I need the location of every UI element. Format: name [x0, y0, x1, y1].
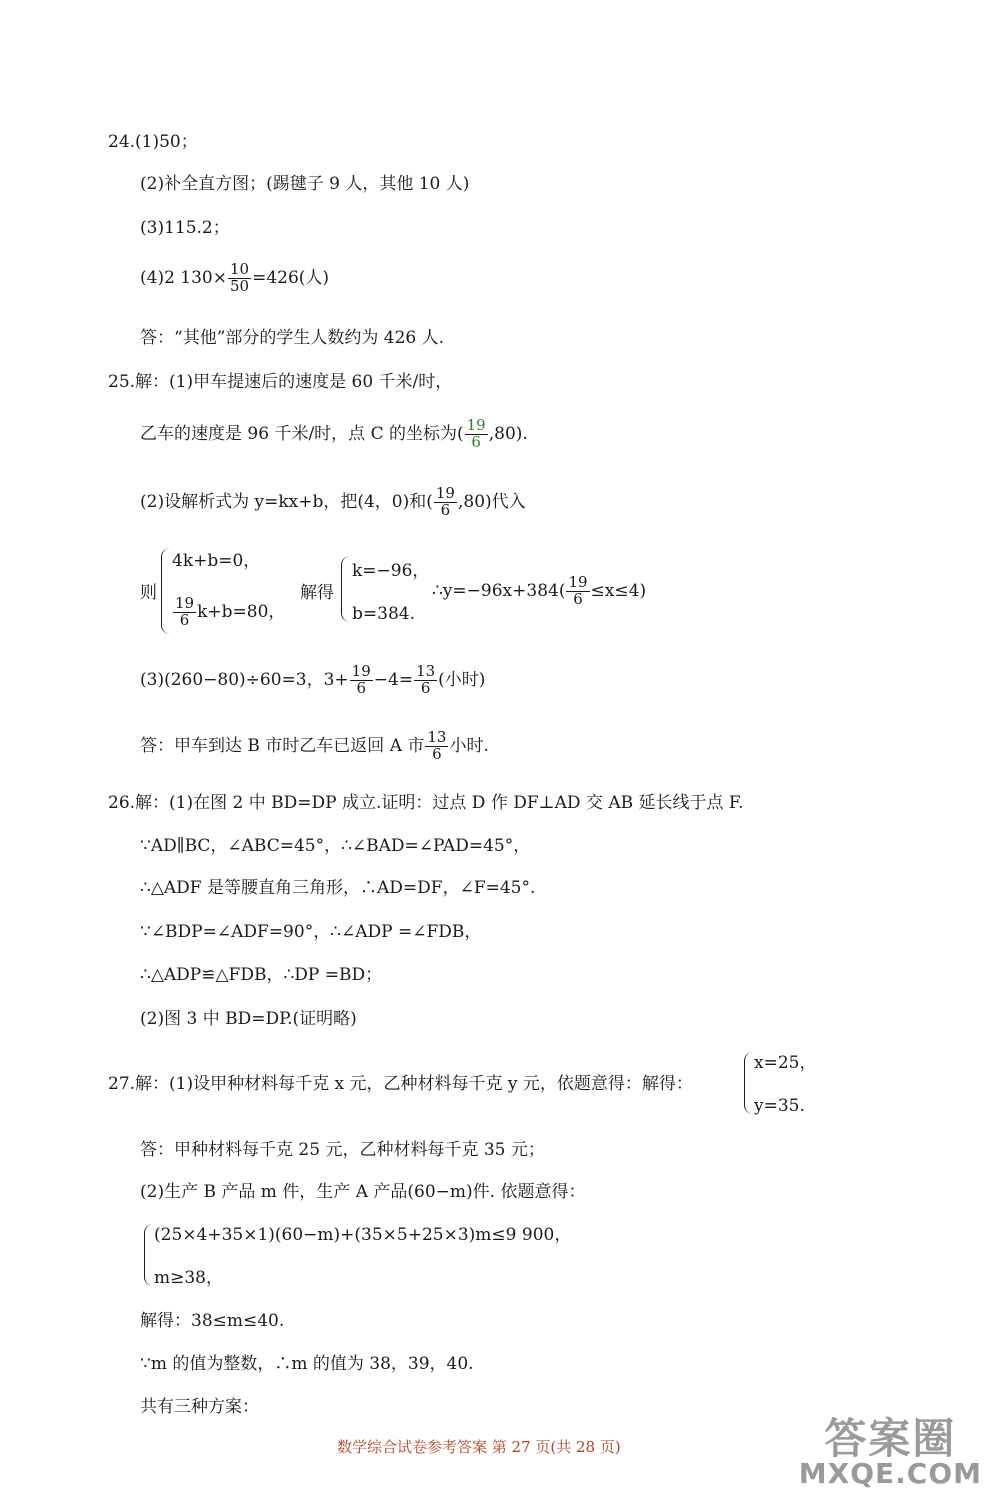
q25-system1-eq1: 4k+b=0，	[172, 551, 261, 571]
q25-line5	[140, 664, 485, 697]
q27-line4: 解得：38≤m≤40.	[140, 1311, 285, 1331]
q26-line1: 26.解：(1)在图 2 中 BD=DP 成立.证明：过点 D 作 DF⊥AD 交 AB 延长线于点 F.	[108, 793, 744, 813]
denominator: 6	[179, 610, 190, 629]
denominator: 6	[420, 678, 431, 697]
denominator: 6	[573, 589, 583, 608]
q27-line1: 27.解：(1)设甲种材料每千克 x 元，乙种材料每千克 y 元，依题意得：解得：	[108, 1074, 693, 1094]
system-brace-1	[161, 548, 170, 634]
fraction	[566, 575, 589, 608]
numerator: 19	[351, 662, 371, 680]
numerator: 19	[568, 573, 588, 591]
q25-sys1-eq2-post: k+b=80，	[197, 601, 286, 622]
q26-line4: ∵∠BDP=∠ADF=90°，∴∠ADP =∠FDB，	[140, 922, 482, 942]
watermark-bottom: MXQE.COM	[798, 1457, 982, 1490]
q25-res-pre: ∴y=−96x+384(	[432, 580, 566, 601]
watermark-top: 答案圈	[824, 1414, 957, 1463]
q24-l4-pre: (4)2 130×	[140, 267, 227, 288]
q25-l2-pre: 乙车的速度是 96 千米/时，点 C 的坐标为(	[140, 423, 464, 444]
numerator: 19	[435, 484, 455, 502]
denominator: 6	[432, 744, 442, 763]
q25-system2-eq2: b=384.	[352, 604, 415, 624]
q25-l5-mid: −4=	[373, 669, 414, 690]
q24-l4-post: =426(人)	[252, 267, 330, 288]
q25-line3	[140, 486, 526, 519]
q26-line5: ∴△ADP≌△FDB，∴DP =BD；	[140, 965, 383, 985]
fraction	[434, 486, 457, 519]
fraction	[465, 418, 488, 451]
numerator: 19	[466, 416, 486, 434]
q25-system2-eq1: k=−96，	[352, 561, 430, 581]
q26-line6: (2)图 3 中 BD=DP.(证明略)	[140, 1009, 357, 1029]
fraction	[414, 664, 437, 697]
q27-line6: 共有三种方案：	[140, 1397, 259, 1417]
watermark-logo	[798, 1414, 982, 1490]
fraction	[425, 730, 448, 763]
q24-line2: (2)补全直方图；(踢毽子 9 人，其他 10 人)	[140, 174, 470, 194]
system-brace-3	[744, 1052, 753, 1114]
denominator: 6	[440, 500, 451, 519]
system-brace-2	[341, 556, 350, 622]
numerator: 13	[416, 662, 436, 680]
numerator: 10	[230, 260, 250, 278]
inequality-brace	[144, 1224, 153, 1286]
numerator: 13	[427, 728, 447, 746]
q24-line1: 24.(1)50；	[108, 132, 198, 152]
fraction	[228, 262, 251, 295]
q25-line1: 25.解：(1)甲车提速后的速度是 60 千米/时，	[108, 372, 453, 392]
q27-ineq1: (25×4+35×1)(60−m)+(35×5+25×3)m≤9 900，	[154, 1225, 572, 1245]
q24-line5: 答：“其他”部分的学生人数约为 426 人.	[140, 328, 445, 348]
q27-line5: ∵m 的值为整数，∴m 的值为 38，39，40.	[140, 1354, 474, 1374]
page-footer: 数学综合试卷参考答案 第 27 页(共 28 页)	[337, 1438, 621, 1456]
q25-line2	[140, 418, 528, 451]
q25-line6	[140, 730, 489, 763]
q25-l6-pre: 答：甲车到达 B 市时乙车已返回 A 市	[140, 735, 425, 756]
fraction	[350, 664, 373, 697]
q27-line2: 答：甲种材料每千克 25 元，乙种材料每千克 35 元；	[140, 1140, 545, 1160]
q25-system1-eq2	[172, 596, 285, 629]
q27-ineq2: m≥38，	[154, 1268, 223, 1288]
q27-system-eq2: y=35.	[754, 1096, 805, 1116]
q25-solve-label: 解得	[300, 583, 334, 603]
q25-l6-post: 小时.	[449, 735, 489, 756]
q24-line4	[140, 262, 329, 295]
q25-res-post: ≤x≤4)	[590, 580, 647, 601]
numerator: 19	[175, 594, 195, 612]
denominator: 6	[471, 432, 481, 451]
q27-system-eq1: x=25，	[754, 1053, 817, 1073]
q25-l3-pre: (2)设解析式为 y=kx+b，把(4，0)和(	[140, 491, 433, 512]
q27-line3: (2)生产 B 产品 m 件，生产 A 产品(60−m)件. 依题意得：	[140, 1182, 586, 1202]
q25-l5-post: (小时)	[438, 669, 486, 690]
q25-then-label: 则	[140, 583, 157, 603]
denominator: 6	[356, 678, 366, 697]
q26-line2: ∵AD∥BC，∠ABC=45°，∴∠BAD=∠PAD=45°，	[140, 836, 531, 856]
q26-line3: ∴△ADF 是等腰直角三角形，∴AD=DF，∠F=45°.	[140, 878, 536, 898]
denominator: 50	[230, 276, 250, 295]
fraction	[173, 596, 196, 629]
q25-l3-post: ,80)代入	[457, 491, 526, 512]
q24-line3: (3)115.2；	[140, 218, 230, 238]
q25-l5-pre: (3)(260−80)÷60=3，3+	[140, 669, 349, 690]
q25-result	[432, 575, 646, 608]
q25-l2-post: ,80).	[488, 423, 528, 444]
